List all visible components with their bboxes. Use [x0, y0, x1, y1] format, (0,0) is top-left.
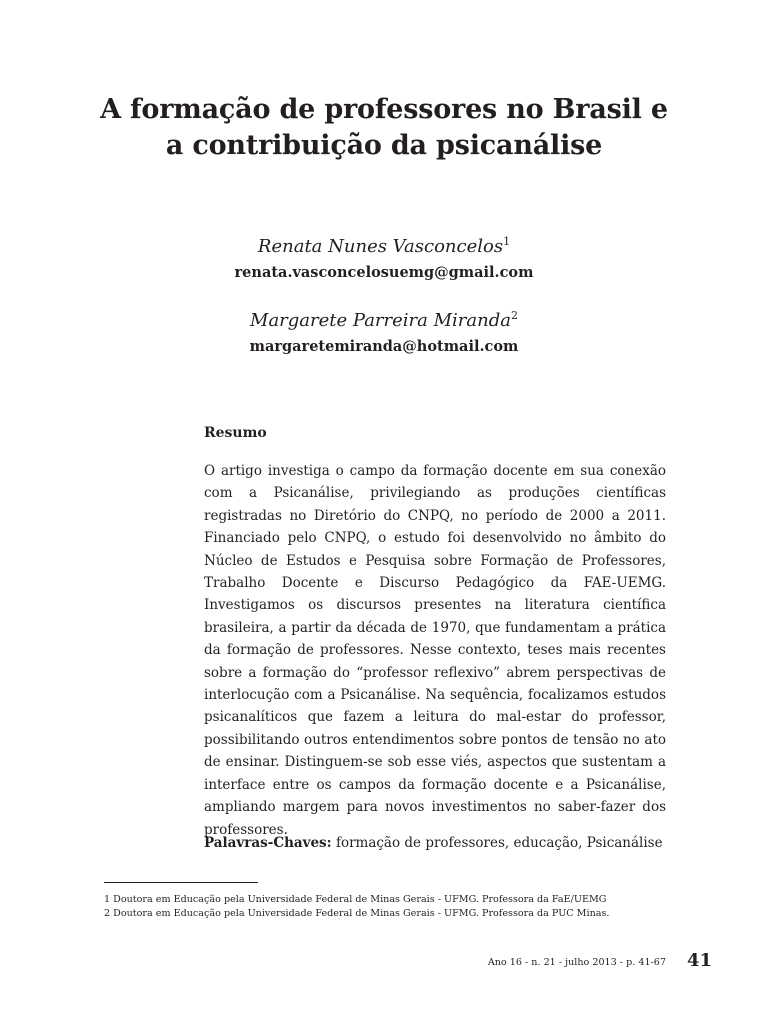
footnote-1: 1 Doutora em Educação pela Universidade Federal de Minas Gerais - UFMG. Professora da FaE/UEMG [104, 894, 607, 905]
author-2-email: margaretemiranda@hotmail.com [249, 338, 519, 355]
author-1-footnote-mark: 1 [503, 235, 511, 248]
journal-citation: Ano 16 - n. 21 - julho 2013 - p. 41-67 [487, 957, 666, 968]
abstract-text: O artigo investiga o campo da formação docente em sua conexão com a Psicanálise, privilegiando as produções científicas registradas no Diretório do CNPQ, no período de 2000 a 2011. Financiado pelo CNPQ, o estudo foi desenvolvido no âmbito do Núcleo de Estudos e Pesquisa sobre Formação de Professores, Trabalho Docente e Discurso Pedagógico da FAE-UEMG. Investigamos os discursos presentes na literatura científica brasileira, a partir da década de 1970, que fundamentam a prática da formação de professores. Nesse contexto, teses mais recentes sobre a formação do “professor reflexivo” abrem perspectivas de interlocução com a Psicanálise. Na sequência, focalizamos estudos psicanalíticos que fazem a leitura do mal-estar do professor, possibilitando outros entendimentos sobre pontos de tensão no ato de ensinar. Distinguem-se sob esse viés, aspectos que sustentam a interface entre os campos da formação docente e a Psicanálise, ampliando margem para novos investimentos no saber-fazer dos professores. [204, 463, 666, 838]
author-2-name-text: Margarete Parreira Miranda [250, 310, 511, 331]
article-title-line-1: A formação de professores no Brasil e [100, 94, 668, 125]
author-1-name [0, 231, 768, 258]
article-title-line-2: a contribuição da psicanálise [165, 130, 603, 161]
footnote-2: 2 Doutora em Educação pela Universidade Federal de Minas Gerais - UFMG. Professora da PUC Minas. [104, 907, 610, 919]
footnotes [104, 893, 684, 920]
keywords-text: formação de professores, educação, Psicanálise [331, 835, 663, 851]
author-1-name-text: Renata Nunes Vasconcelos [257, 236, 504, 257]
article-title [60, 92, 708, 164]
author-2-name [0, 305, 768, 332]
abstract-heading: Resumo [204, 425, 267, 441]
keywords-label: Palavras-Chaves: [204, 835, 332, 851]
footnote-divider [104, 882, 258, 883]
author-1-email: renata.vasconcelosuemg@gmail.com [234, 264, 534, 281]
keywords [204, 833, 666, 853]
author-2-footnote-mark: 2 [510, 309, 518, 322]
page-number: 41 [686, 950, 712, 971]
